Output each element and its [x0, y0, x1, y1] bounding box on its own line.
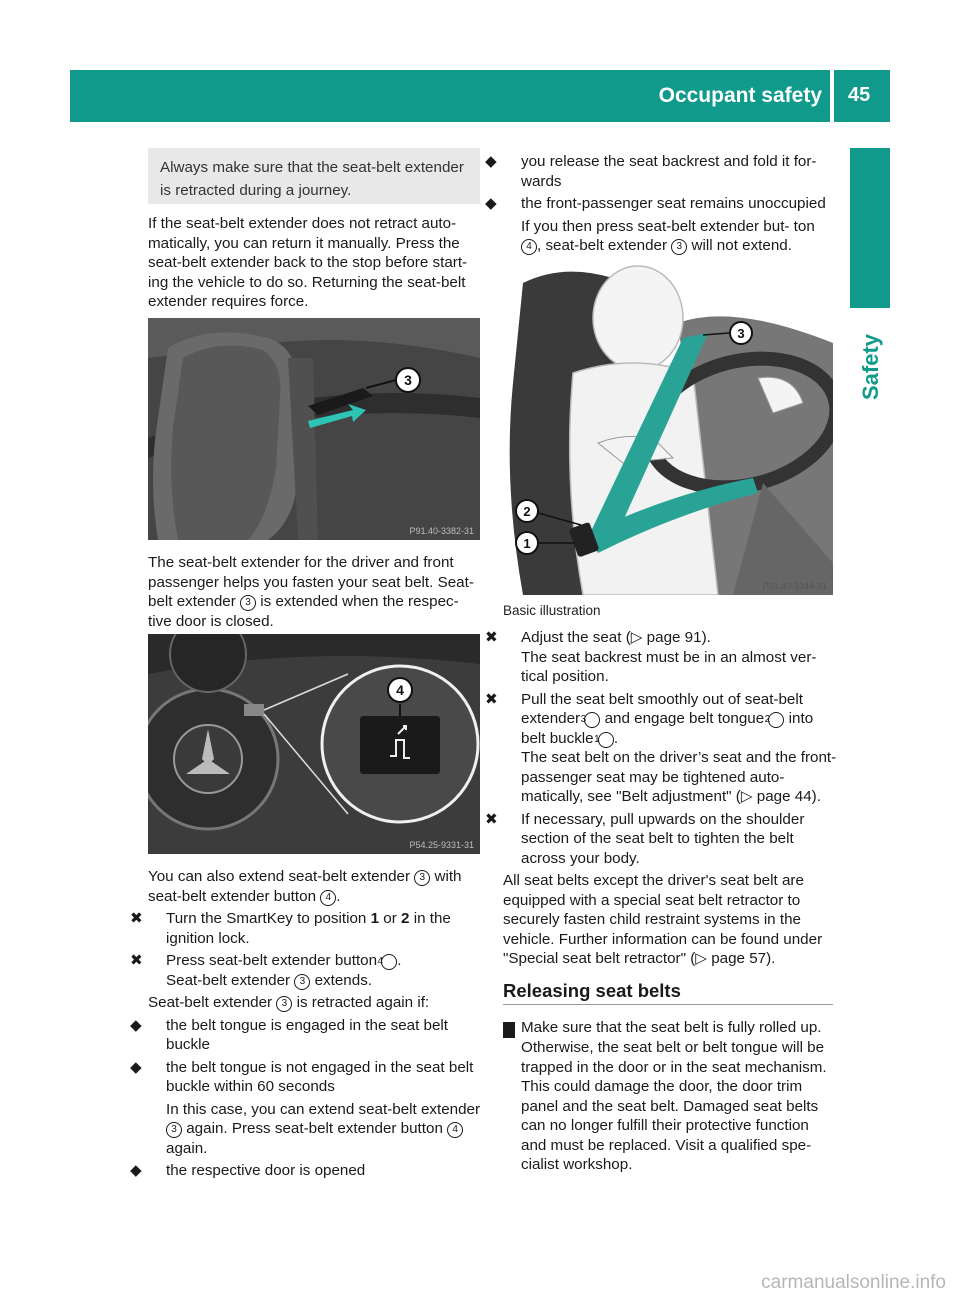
warning-note: ! Make sure that the seat belt is fully rolled up. Otherwise, the seat belt or belt tongue will be trapped in the door or in the seat mechanism. This could damage the door, the door trim panel and the seat belt. Damaged seat belts can no longer fulfill their protective function and must be replaced. Visit a qualified spe- cialist workshop. [497, 1019, 827, 1173]
figure-seat-belt-extender [148, 318, 480, 540]
page-ref-icon: ▷ [630, 629, 643, 646]
bullet-icon: ◆ [130, 1016, 142, 1034]
header-divider [830, 70, 834, 122]
figure-dashboard [148, 634, 480, 854]
section-heading: Releasing seat belts [503, 980, 681, 1001]
paragraph: If the seat-belt extender does not retract auto- matically, you can return it manually. Press the seat-belt extender back to the stop before start- ing the vehicle to do so. Returning the seat-belt extender requires force. [148, 215, 468, 310]
step-arrow-icon: ✖ [485, 810, 498, 828]
left-body: You can also extend seat-belt extender 3 with seat-belt extender button 4 . ✖ Turn the SmartKey to position 1 or 2 in the ignition lock. ✖ Press seat-belt extender button 4 . Seat-belt extender 3 extends. Seat-belt extender 3 is retracted again if: ◆ the belt tongue is engaged in the seat belt buckle ◆ the belt tongue is not engaged in the seat belt buckle within 60 seconds In this case, you can extend seat-belt extender 3 again. Press seat-belt extender button 4 again. ◆ the respective door is opened [130, 868, 481, 1179]
figure-code: P91.40-3382-31 [409, 526, 474, 536]
callout-4: 4 [396, 682, 404, 698]
sidebar-label: Safety [858, 333, 883, 401]
callout-ref-3: 3 [240, 595, 256, 611]
figure-code: P91.40-3344-31 [762, 581, 827, 591]
sidebar-tab [850, 148, 890, 308]
bullet-icon: ◆ [485, 153, 497, 170]
seat-illustration [148, 318, 480, 540]
callout-1: 1 [523, 536, 531, 551]
callout-3: 3 [404, 372, 412, 388]
driver-illustration [503, 263, 833, 595]
paragraph: The seat-belt extender for the driver and front passenger helps you fasten your seat belt. Seat- belt extender 3 is extended when the respec- tive door is closed. [148, 554, 474, 630]
heading-rule [503, 1004, 833, 1005]
bullet-icon: ◆ [130, 1058, 142, 1076]
bullet-icon: ◆ [130, 1162, 142, 1179]
step-arrow-icon: ✖ [130, 952, 143, 969]
callout-2: 2 [523, 504, 531, 519]
right-body: ✖ Adjust the seat (▷ page 91). The seat backrest must be in an almost ver- tical position. ✖ Pull the seat belt smoothly out of seat-belt extender 3 and engage belt tongue 2 into belt buckle 1 . The seat belt on the driver’s seat and the front-passenger seat may be tightened auto- matically, see "Belt adjustment" (▷ page 44). ✖ If necessary, pull upwards on the shoulder section of the seat belt to tighten the belt across your body. All seat belts except the driver's seat belt are equipped with a special seat belt retractor to securely fasten child restraint systems in the vehicle. Further information can be found under "Special seat belt retractor" (▷ page 57). [485, 629, 837, 967]
dashboard-illustration [148, 634, 480, 854]
watermark: carmanualsonline.info [761, 1272, 946, 1293]
page-ref-icon: ▷ [740, 788, 753, 805]
page-ref-icon: ▷ [695, 950, 707, 967]
right-top: ◆ you release the seat backrest and fold it for- wards ◆ the front-passenger seat remains unoccupied If you then press seat-belt extender but- ton 4 , seat-belt extender 3 will not extend. [485, 153, 826, 254]
figure-caption: Basic illustration [503, 603, 601, 618]
section-title: Occupant safety [658, 84, 822, 107]
figure-driver-seat-belt [503, 263, 833, 595]
note-text: Always make sure that the seat-belt extender is retracted during a journey. [160, 159, 464, 199]
figure-code: P54.25-9331-31 [409, 840, 474, 850]
step-arrow-icon: ✖ [485, 629, 498, 646]
bullet-icon: ◆ [485, 195, 497, 212]
page-number: 45 [848, 84, 871, 106]
step-arrow-icon: ✖ [130, 910, 143, 927]
callout-3: 3 [737, 326, 745, 341]
warning-icon: ! [503, 1022, 515, 1038]
step-arrow-icon: ✖ [485, 690, 498, 708]
